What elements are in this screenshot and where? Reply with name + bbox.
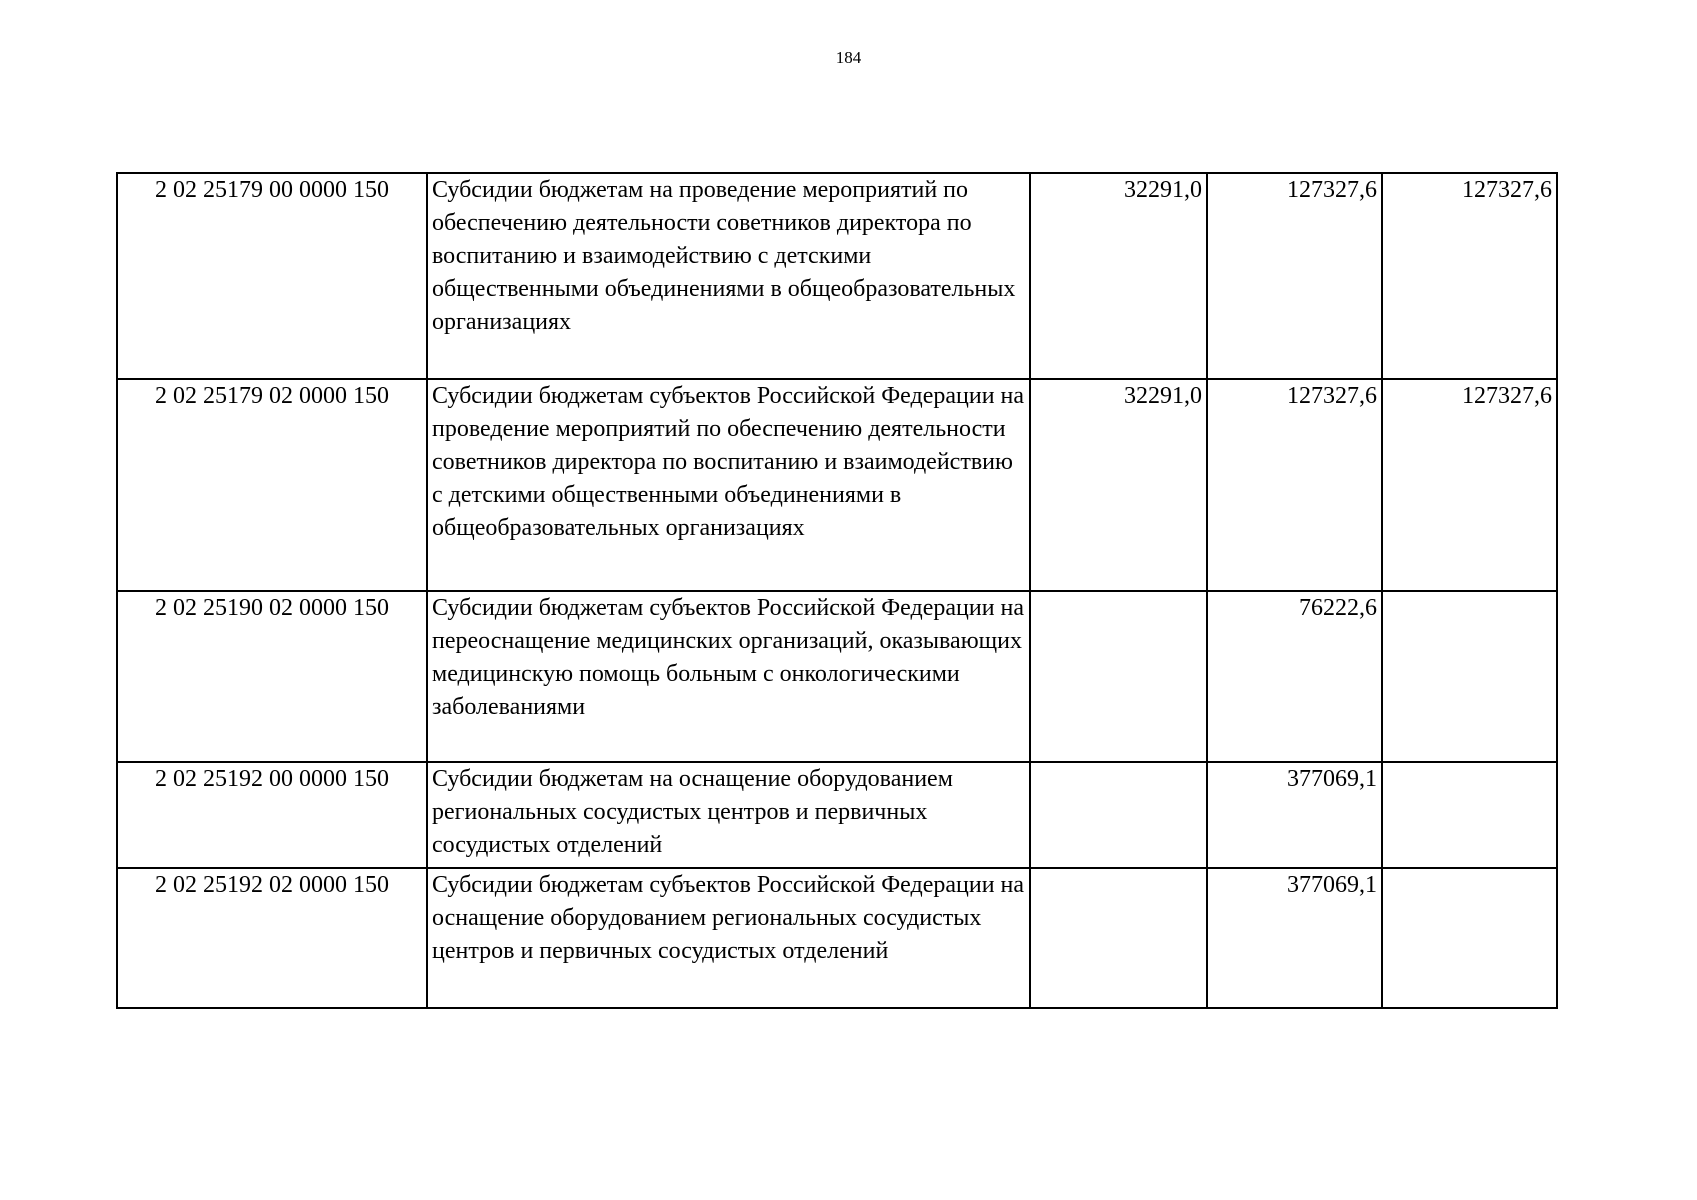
value-3-cell [1382, 762, 1557, 868]
value-3-cell [1382, 591, 1557, 762]
table-row [117, 379, 1557, 591]
value-3-cell: 127327,6 [1382, 379, 1557, 591]
value-2-cell: 377069,1 [1207, 868, 1382, 1008]
description-cell: Субсидии бюджетам на проведение мероприятий по обеспечению деятельности советников директора по воспитанию и взаимодействию с детскими общественными объединениями в общеобразовательных организациях [427, 173, 1030, 379]
value-2-cell: 76222,6 [1207, 591, 1382, 762]
value-1-cell: 32291,0 [1030, 379, 1207, 591]
value-2-cell: 377069,1 [1207, 762, 1382, 868]
value-3-cell: 127327,6 [1382, 173, 1557, 379]
budget-code-cell: 2 02 25192 02 0000 150 [117, 868, 427, 1008]
table-row [117, 591, 1557, 762]
value-1-cell [1030, 762, 1207, 868]
table-row [117, 868, 1557, 1008]
page-number: 184 [835, 48, 862, 67]
budget-code-cell: 2 02 25192 00 0000 150 [117, 762, 427, 868]
description-cell: Субсидии бюджетам на оснащение оборудованием региональных сосудистых центров и первичных сосудистых отделений [427, 762, 1030, 868]
description-cell: Субсидии бюджетам субъектов Российской Федерации на переоснащение медицинских организаций, оказывающих медицинскую помощь больным с онкологическими заболеваниями [427, 591, 1030, 762]
description-cell: Субсидии бюджетам субъектов Российской Федерации на оснащение оборудованием региональных сосудистых центров и первичных сосудистых отделений [427, 868, 1030, 1008]
budget-code-cell: 2 02 25179 00 0000 150 [117, 173, 427, 379]
value-1-cell [1030, 591, 1207, 762]
value-1-cell: 32291,0 [1030, 173, 1207, 379]
value-2-cell: 127327,6 [1207, 379, 1382, 591]
description-cell: Субсидии бюджетам субъектов Российской Федерации на проведение мероприятий по обеспечению деятельности советников директора по воспитанию и взаимодействию с детскими общественными объединениями в общеобразовательных организациях [427, 379, 1030, 591]
budget-code-cell: 2 02 25179 02 0000 150 [117, 379, 427, 591]
budget-table [116, 172, 1558, 1009]
value-1-cell [1030, 868, 1207, 1008]
table-row [117, 762, 1557, 868]
table-row [117, 173, 1557, 379]
budget-code-cell: 2 02 25190 02 0000 150 [117, 591, 427, 762]
value-2-cell: 127327,6 [1207, 173, 1382, 379]
value-3-cell [1382, 868, 1557, 1008]
